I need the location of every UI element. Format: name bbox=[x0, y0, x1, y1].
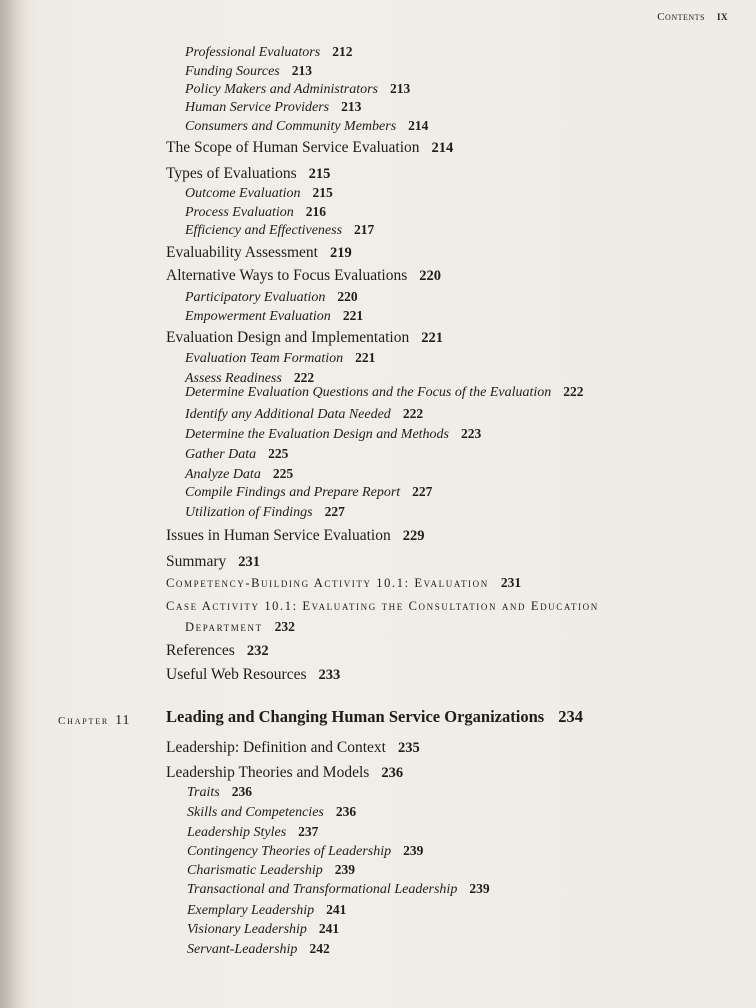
toc-entry-design-methods: Determine the Evaluation Design and Methods 223 bbox=[185, 426, 482, 442]
toc-entry-human-service-providers: Human Service Providers 213 bbox=[185, 99, 362, 115]
toc-entry-issues: Issues in Human Service Evaluation 229 bbox=[166, 527, 425, 544]
toc-entry-competency-activity: Competency-Building Activity 10.1: Evaluation 231 bbox=[166, 575, 522, 590]
toc-entry-exemplary-leadership: Exemplary Leadership 241 bbox=[187, 902, 347, 918]
toc-entry-efficiency-effectiveness: Efficiency and Effectiveness 217 bbox=[185, 222, 375, 238]
chapter-title: Leading and Changing Human Service Organizations 234 bbox=[166, 707, 583, 726]
toc-entry-case-activity-continued: Department 232 bbox=[185, 619, 295, 634]
page-number: ix bbox=[716, 8, 728, 23]
toc-entry-contingency-theories: Contingency Theories of Leadership 239 bbox=[187, 843, 424, 859]
page-gutter-shadow bbox=[0, 0, 28, 1008]
toc-entry-gather-data: Gather Data 225 bbox=[185, 446, 289, 462]
toc-entry-case-activity: Case Activity 10.1: Evaluating the Consultation and Education bbox=[166, 599, 599, 613]
toc-entry-policy-makers: Policy Makers and Administrators 213 bbox=[185, 81, 411, 97]
toc-entry-leadership-theories: Leadership Theories and Models 236 bbox=[166, 764, 404, 781]
toc-entry-outcome-evaluation: Outcome Evaluation 215 bbox=[185, 185, 333, 201]
toc-entry-transactional-transformational: Transactional and Transformational Leadership 239 bbox=[187, 881, 490, 897]
toc-entry-assess-readiness: Assess Readiness 222 bbox=[185, 370, 315, 386]
toc-entry-types-of-evaluations: Types of Evaluations 215 bbox=[166, 165, 331, 182]
toc-entry-funding-sources: Funding Sources 213 bbox=[185, 63, 312, 79]
toc-entry-web-resources: Useful Web Resources 233 bbox=[166, 666, 341, 683]
chapter-label-word: Chapter bbox=[58, 715, 110, 727]
toc-entry-process-evaluation: Process Evaluation 216 bbox=[185, 204, 326, 220]
toc-entry-scope-of-evaluation: The Scope of Human Service Evaluation 214 bbox=[166, 139, 454, 156]
toc-entry-compile-findings: Compile Findings and Prepare Report 227 bbox=[185, 484, 433, 500]
toc-entry-references: References 232 bbox=[166, 642, 269, 659]
toc-entry-leadership-styles: Leadership Styles 237 bbox=[187, 824, 319, 840]
toc-entry-analyze-data: Analyze Data 225 bbox=[185, 466, 294, 482]
toc-entry-servant-leadership: Servant-Leadership 242 bbox=[187, 941, 330, 957]
toc-entry-participatory-evaluation: Participatory Evaluation 220 bbox=[185, 289, 358, 305]
toc-entry-consumers-community: Consumers and Community Members 214 bbox=[185, 118, 429, 134]
toc-entry-empowerment-evaluation: Empowerment Evaluation 221 bbox=[185, 308, 364, 324]
toc-entry-design-implementation: Evaluation Design and Implementation 221 bbox=[166, 329, 443, 346]
toc-entry-traits: Traits 236 bbox=[187, 784, 252, 800]
toc-entry-additional-data: Identify any Additional Data Needed 222 bbox=[185, 406, 424, 422]
toc-entry-professional-evaluators: Professional Evaluators 212 bbox=[185, 44, 353, 60]
toc-entry-skills-competencies: Skills and Competencies 236 bbox=[187, 804, 357, 820]
running-header-title: Contents bbox=[657, 11, 705, 23]
toc-entry-leadership-definition: Leadership: Definition and Context 235 bbox=[166, 739, 420, 756]
running-header bbox=[657, 8, 728, 24]
chapter-label bbox=[58, 713, 131, 729]
toc-entry-evaluability-assessment: Evaluability Assessment 219 bbox=[166, 244, 352, 261]
toc-entry-alternative-ways: Alternative Ways to Focus Evaluations 220 bbox=[166, 267, 442, 284]
toc-entry-summary: Summary 231 bbox=[166, 553, 261, 570]
toc-entry-utilization-findings: Utilization of Findings 227 bbox=[185, 504, 345, 520]
toc-entry-charismatic-leadership: Charismatic Leadership 239 bbox=[187, 862, 355, 878]
toc-entry-visionary-leadership: Visionary Leadership 241 bbox=[187, 921, 340, 937]
toc-entry-determine-questions: Determine Evaluation Questions and the Focus of the Evaluation 222 bbox=[185, 384, 584, 400]
toc-entry-team-formation: Evaluation Team Formation 221 bbox=[185, 350, 376, 366]
chapter-number: 11 bbox=[115, 713, 131, 728]
